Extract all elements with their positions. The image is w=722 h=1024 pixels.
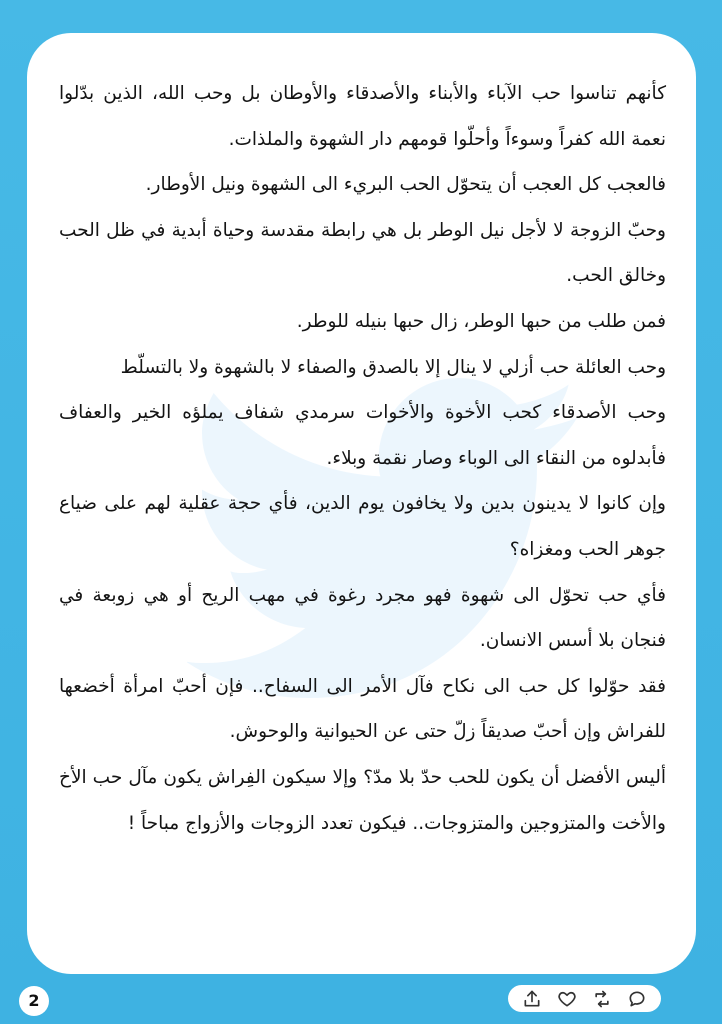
paragraph: فمن طلب من حبها الوطر، زال حبها بنيله للوطر. [296,310,666,332]
paragraph: فقد حوّلوا كل حب الى نكاح فآل الأمر الى السفاح.. فإن أحبّ امرأة أخضعها للفراش وإن أحبّ صديقاً زلّ حتى عن الحيوانية والوحوش. [59,675,666,743]
action-bar [508,985,661,1012]
paragraph: فالعجب كل العجب أن يتحوّل الحب البريء الى الشهوة ونيل الأوطار. [145,174,666,196]
paragraph: أليس الأفضل أن يكون للحب حدّ بلا مدّ؟ وإلا سيكون الفِراش يكون مآل حب الأخ والأخت والمتزوجين والمتزوجات.. فيكون تعدد الزوجات والأزواج مباحاً ! [59,766,666,834]
paragraph: وحب العائلة حب أزلي لا ينال إلا بالصدق والصفاء لا بالشهوة ولا بالتسلّط [120,356,666,378]
content-card [27,33,696,974]
share-icon[interactable] [521,988,543,1010]
heart-icon[interactable] [556,988,578,1010]
paragraph: كأنهم تناسوا حب الآباء والأبناء والأصدقاء والأوطان بل وحب الله، الذين بدّلوا نعمة الله كفراً وسوءاً وأحلّوا قومهم دار الشهوة والملذات. [59,83,666,150]
paragraph: فأي حب تحوّل الى شهوة فهو مجرد رغوة في مهب الريح أو هي زوبعة في فنجان بلا أسس الانسان. [59,584,666,652]
article-text [59,71,666,846]
page-number: 2 [19,986,49,1016]
retweet-icon[interactable] [591,988,613,1010]
reply-icon[interactable] [626,988,648,1010]
paragraph: وحب الأصدقاء كحب الأخوة والأخوات سرمدي شفاف يملؤه الخير والعفاف فأبدلوه من النقاء الى الوباء وصار نقمة وبلاء. [59,402,666,469]
paragraph: وحبّ الزوجة لا لأجل نيل الوطر بل هي رابطة مقدسة وحياة أبدية في ظل الحب وخالق الحب. [59,219,666,287]
paragraph: وإن كانوا لا يدينون بدين ولا يخافون يوم الدين، فأي حجة عقلية لهم على ضياع جوهر الحب ومغزاه؟ [59,493,666,560]
